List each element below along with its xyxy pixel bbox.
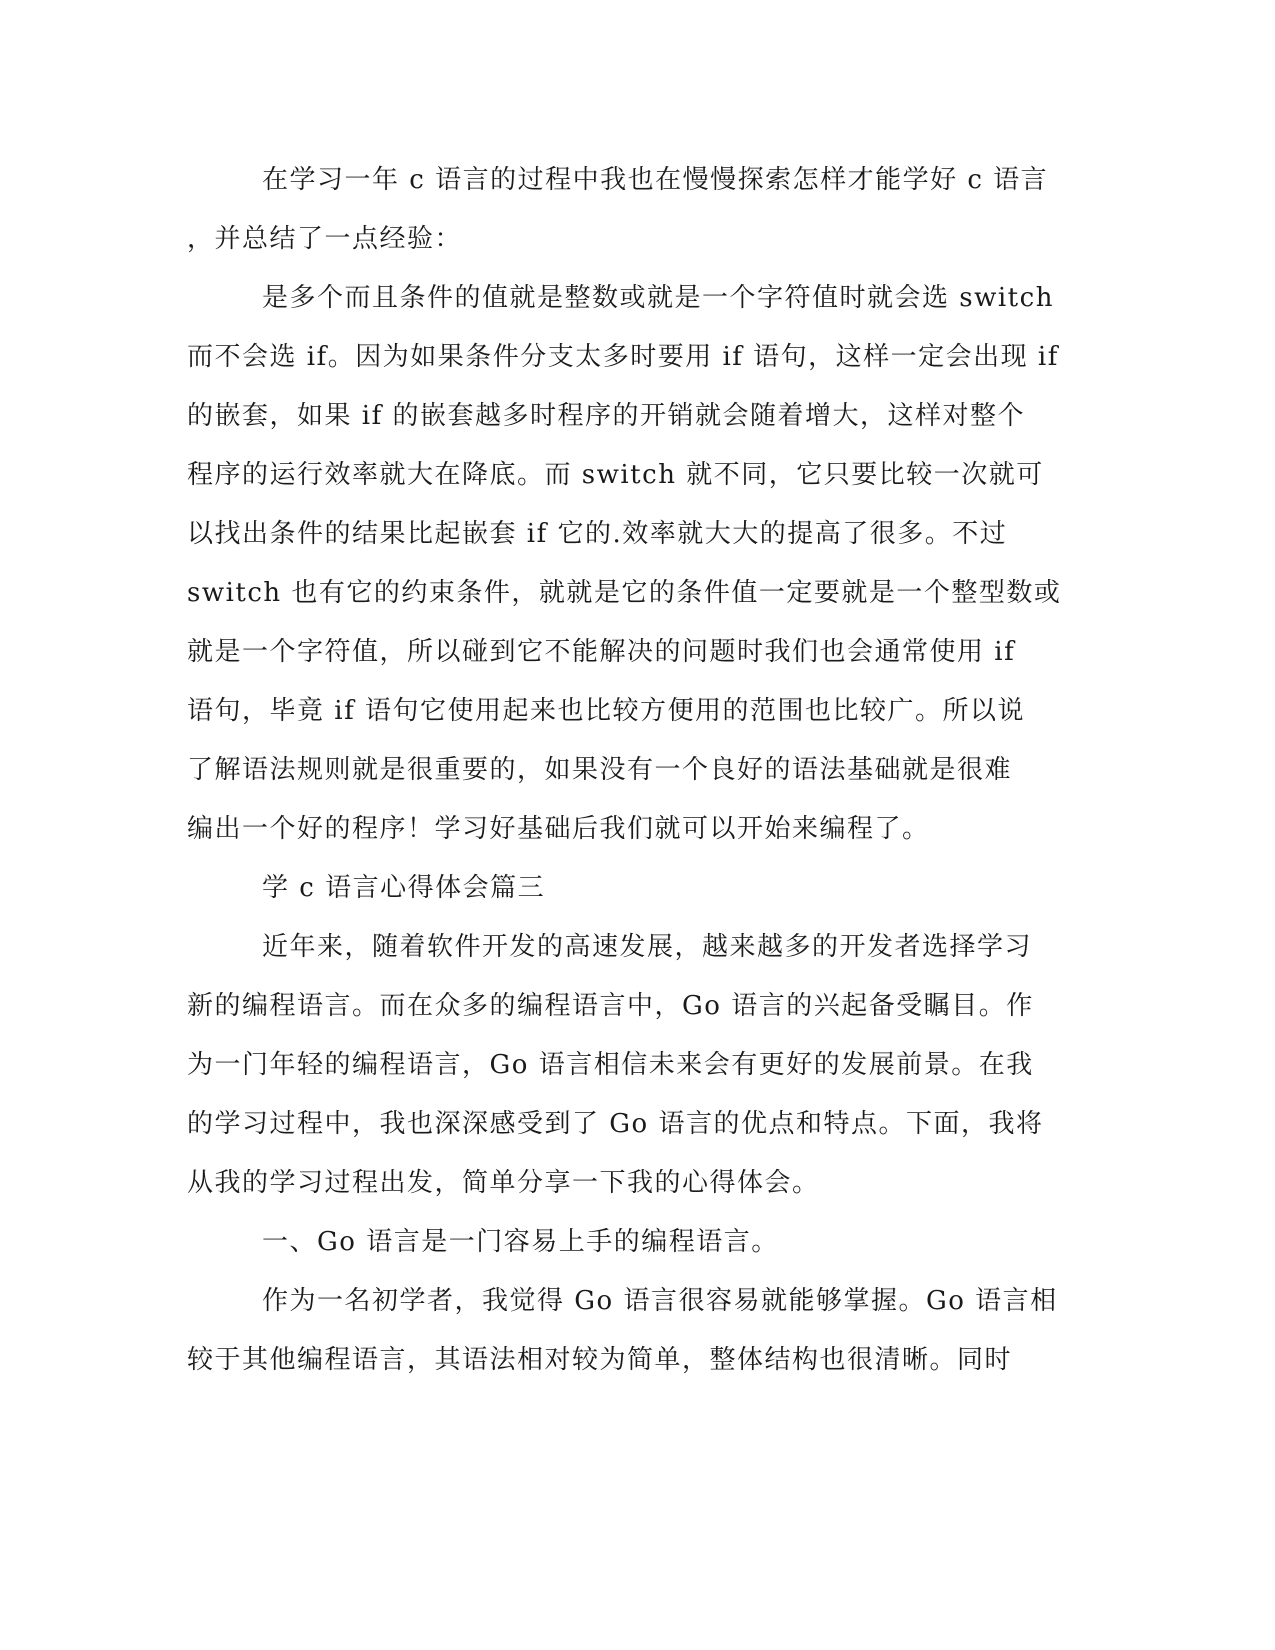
text-line-20: 作为一名初学者，我觉得 Go 语言很容易就能够掌握。Go 语言相: [262, 1286, 1058, 1316]
text-line-14: 近年来，随着软件开发的高速发展，越来越多的开发者选择学习: [262, 932, 1033, 962]
text-line-21: 较于其他编程语言，其语法相对较为简单，整体结构也很清晰。同时: [187, 1345, 1013, 1375]
text-line-9: 就是一个字符值，所以碰到它不能解决的问题时我们也会通常使用 if: [187, 637, 1016, 667]
section-heading: 学 c 语言心得体会篇三: [262, 873, 546, 903]
text-line-6: 程序的运行效率就大在降底。而 switch 就不同，它只要比较一次就可: [187, 460, 1044, 490]
text-line-3: 是多个而且条件的值就是整数或就是一个字符值时就会选 switch: [262, 283, 1054, 313]
text-line-1: 在学习一年 c 语言的过程中我也在慢慢探索怎样才能学好 c 语言: [262, 165, 1049, 195]
text-line-11: 了解语法规则就是很重要的，如果没有一个良好的语法基础就是很难: [187, 755, 1013, 785]
text-line-18: 从我的学习过程出发，简单分享一下我的心得体会。: [187, 1168, 820, 1198]
text-line-10: 语句，毕竟 if 语句它使用起来也比较方便用的范围也比较广。所以说: [187, 696, 1025, 726]
subsection-heading: 一、Go 语言是一门容易上手的编程语言。: [262, 1227, 779, 1257]
text-line-5: 的嵌套，如果 if 的嵌套越多时程序的开销就会随着增大，这样对整个: [187, 401, 1025, 431]
text-line-7: 以找出条件的结果比起嵌套 if 它的.效率就大大的提高了很多。不过: [187, 519, 1008, 549]
text-line-4: 而不会选 if。因为如果条件分支太多时要用 if 语句，这样一定会出现 if: [187, 342, 1059, 372]
text-line-16: 为一门年轻的编程语言，Go 语言相信未来会有更好的发展前景。在我: [187, 1050, 1034, 1080]
text-line-15: 新的编程语言。而在众多的编程语言中，Go 语言的兴起备受瞩目。作: [187, 991, 1034, 1021]
text-line-2: ，并总结了一点经验：: [187, 224, 463, 254]
text-line-12: 编出一个好的程序！学习好基础后我们就可以开始来编程了。: [187, 814, 930, 844]
text-line-17: 的学习过程中，我也深深感受到了 Go 语言的优点和特点。下面，我将: [187, 1109, 1044, 1139]
text-line-8: switch 也有它的约束条件，就就是它的条件值一定要就是一个整型数或: [187, 578, 1062, 608]
